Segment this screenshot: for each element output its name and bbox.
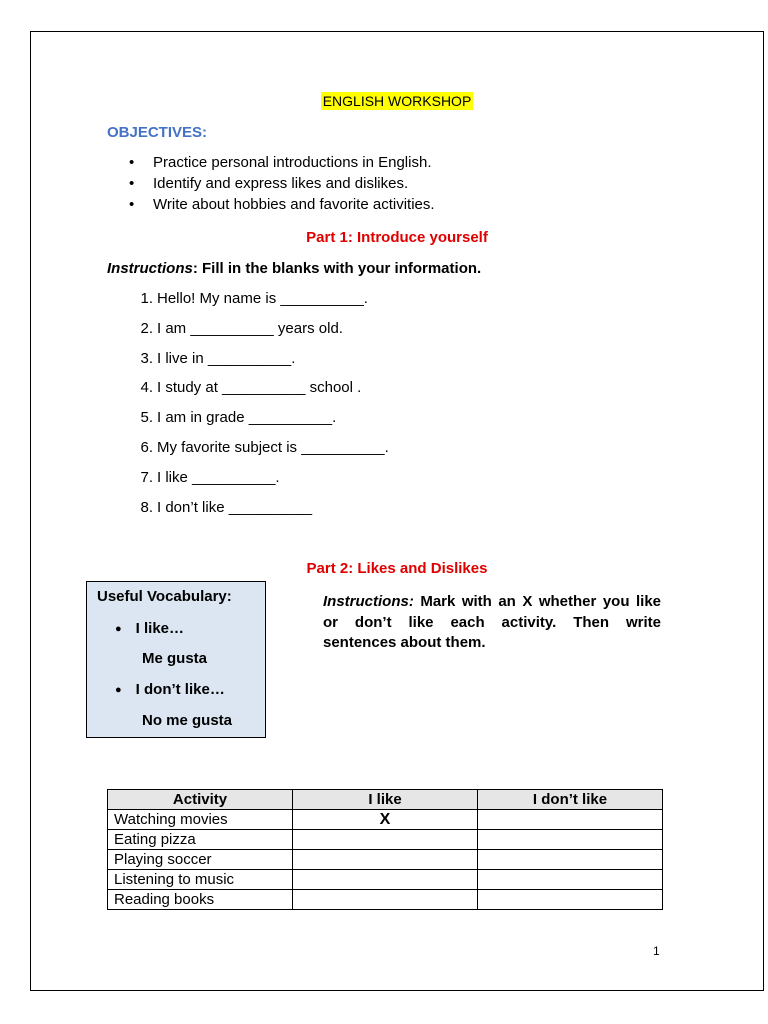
vocabulary-item: ● I like… [115,620,185,637]
list-item: 1. Hello! My name is __________. [140,290,368,307]
table-row [108,850,663,870]
like-cell[interactable] [293,890,478,910]
activity-table [107,789,663,910]
activity-cell: Eating pizza [108,830,293,850]
list-item: 6. My favorite subject is __________. [140,438,389,456]
table-header: I don’t like [478,790,663,810]
part2-instructions [323,592,661,654]
part1-instructions [107,260,481,277]
table-row [108,830,663,850]
activity-cell: Watching movies [108,810,293,830]
like-cell[interactable] [293,850,478,870]
vocabulary-translation: No me gusta [142,712,233,729]
title-text: ENGLISH WORKSHOP [322,93,472,109]
table-header-row [108,790,663,810]
table-header: Activity [108,790,293,810]
part1-heading: Part 1: Introduce yourself [306,229,488,246]
part2-instructions-text: Mark with an X whether you like or don’t like each activity. Then write sentences about them. [323,593,661,651]
table-row [108,810,663,830]
list-item: 5. I am in grade __________. [140,409,337,427]
objective-item: • Practice personal introductions in English. [127,152,435,173]
dislike-cell[interactable] [478,890,663,910]
part2-heading: Part 2: Likes and Dislikes [306,560,488,577]
table-row [108,870,663,890]
dislike-cell[interactable] [478,870,663,890]
dislike-cell[interactable] [478,810,663,830]
like-cell[interactable] [293,870,478,890]
table-header: I like [293,790,478,810]
activity-cell: Reading books [108,890,293,910]
list-item: 2. I am __________ years old. [140,319,343,337]
activity-cell: Listening to music [108,870,293,890]
document-title [31,93,763,109]
activity-cell: Playing soccer [108,850,293,870]
part2-instructions-label: Instructions: [323,593,414,610]
dislike-cell[interactable] [478,830,663,850]
like-cell[interactable]: X [293,810,478,830]
vocabulary-box [86,581,266,738]
list-item: 7. I like __________. [140,468,280,486]
objective-item: • Write about hobbies and favorite activities. [127,194,435,215]
part1-instructions-text: : Fill in the blanks with your information. [192,260,482,277]
document-page [30,31,764,991]
list-item: 3. I live in __________. [140,349,296,367]
list-item: 4. I study at __________ school . [140,379,362,397]
objectives-heading: OBJECTIVES: [107,124,208,141]
page-number: 1 [653,944,660,958]
objectives-list [127,152,435,215]
objective-item: • Identify and express likes and dislikes. [127,173,435,194]
part1-instructions-label: Instructions [107,260,193,277]
dislike-cell[interactable] [478,850,663,870]
vocabulary-item: ● I don’t like… [115,681,225,698]
like-cell[interactable] [293,830,478,850]
fill-in-list [127,289,389,527]
bullet-icon: ● [115,684,122,696]
vocabulary-translation: Me gusta [142,650,208,667]
vocabulary-title: Useful Vocabulary: [97,588,232,605]
list-item: 8. I don’t like __________ [140,498,313,516]
table-row [108,890,663,910]
bullet-icon: ● [115,623,122,635]
